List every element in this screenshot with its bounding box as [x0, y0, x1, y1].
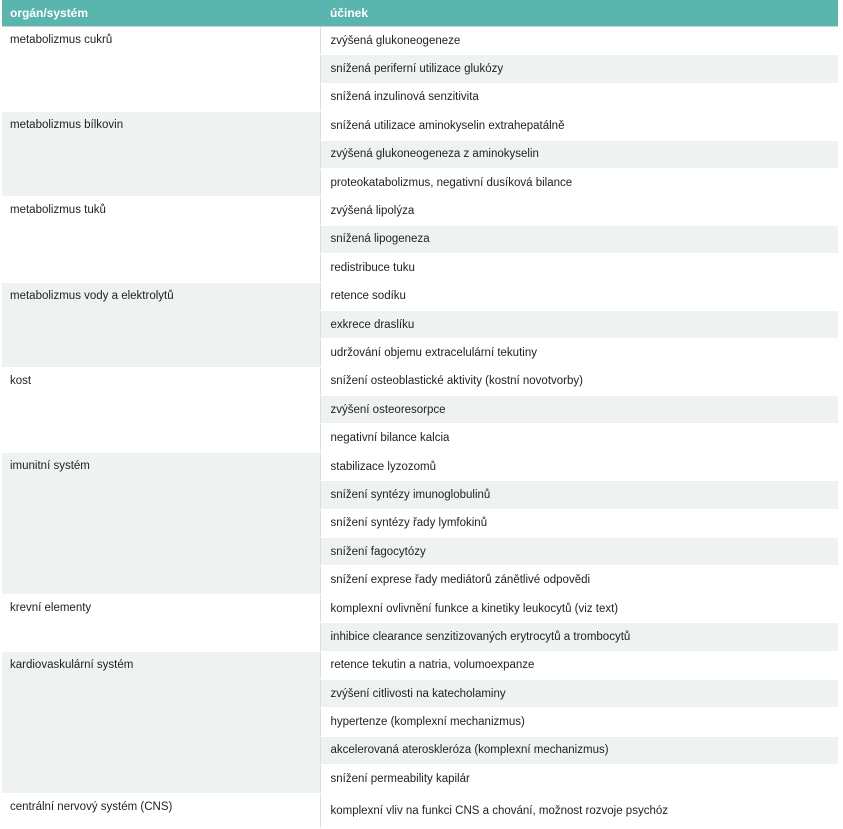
effect-cell: snížení osteoblastické aktivity (kostní novotvorby): [320, 367, 838, 395]
organ-cell: kardiovaskulární systém: [2, 651, 320, 793]
effect-cell: komplexní ovlivnění funkce a kinetiky leukocytů (viz text): [320, 594, 838, 622]
effect-cell: snížená lipogeneza: [320, 225, 838, 253]
effect-cell: udržování objemu extracelulární tekutiny: [320, 339, 838, 367]
organ-cell: metabolizmus bílkovin: [2, 112, 320, 197]
table-row: [2, 282, 838, 310]
effect-cell: inhibice clearance senzitizovaných erytrocytů a trombocytů: [320, 623, 838, 651]
effect-cell: retence sodíku: [320, 282, 838, 310]
table-row: [2, 27, 838, 55]
table-row: [2, 793, 838, 828]
effect-cell: snížená periferní utilizace glukózy: [320, 55, 838, 83]
table-row: [2, 197, 838, 225]
effect-cell: proteokatabolizmus, negativní dusíková bilance: [320, 168, 838, 196]
effect-cell: zvýšená lipolýza: [320, 197, 838, 225]
table-row: [2, 651, 838, 679]
effects-table: [2, 0, 838, 829]
effect-cell: zvýšení osteoresorpce: [320, 396, 838, 424]
effect-cell: snížení permeability kapilár: [320, 765, 838, 793]
organ-cell: kost: [2, 367, 320, 452]
table-row: [2, 367, 838, 395]
effect-cell: zvýšená glukoneogeneza z aminokyselin: [320, 140, 838, 168]
effect-cell: snížení exprese řady mediátorů zánětlivé odpovědi: [320, 566, 838, 594]
effect-cell: snížení syntézy imunoglobulinů: [320, 481, 838, 509]
table-row: [2, 112, 838, 140]
table-body: [2, 27, 838, 829]
organ-cell: krevní elementy: [2, 594, 320, 651]
header-row: [2, 0, 838, 27]
effect-cell: snížení syntézy řady lymfokinů: [320, 509, 838, 537]
effect-cell: redistribuce tuku: [320, 254, 838, 282]
table-row: [2, 594, 838, 622]
header-effect: účinek: [320, 0, 838, 27]
effect-cell: komplexní vliv na funkci CNS a chování, možnost rozvoje psychóz: [320, 793, 838, 828]
effect-cell: exkrece draslíku: [320, 310, 838, 338]
organ-cell: metabolizmus vody a elektrolytů: [2, 282, 320, 367]
effect-cell: zvýšená glukoneogeneze: [320, 27, 838, 55]
effect-cell: negativní bilance kalcia: [320, 424, 838, 452]
effect-cell: snížená inzulinová senzitivita: [320, 83, 838, 111]
organ-cell: imunitní systém: [2, 452, 320, 594]
effect-cell: akcelerovaná ateroskleróza (komplexní mechanizmus): [320, 736, 838, 764]
organ-cell: metabolizmus cukrů: [2, 27, 320, 112]
table-row: [2, 452, 838, 480]
organ-cell: metabolizmus tuků: [2, 197, 320, 282]
organ-cell: centrální nervový systém (CNS): [2, 793, 320, 828]
effect-cell: snížená utilizace aminokyselin extrahepatálně: [320, 112, 838, 140]
effect-cell: stabilizace lyzozomů: [320, 452, 838, 480]
effect-cell: retence tekutin a natria, volumoexpanze: [320, 651, 838, 679]
effect-cell: zvýšení citlivosti na katecholaminy: [320, 679, 838, 707]
header-organ: orgán/systém: [2, 0, 320, 27]
effect-cell: hypertenze (komplexní mechanizmus): [320, 708, 838, 736]
effect-cell: snížení fagocytózy: [320, 538, 838, 566]
